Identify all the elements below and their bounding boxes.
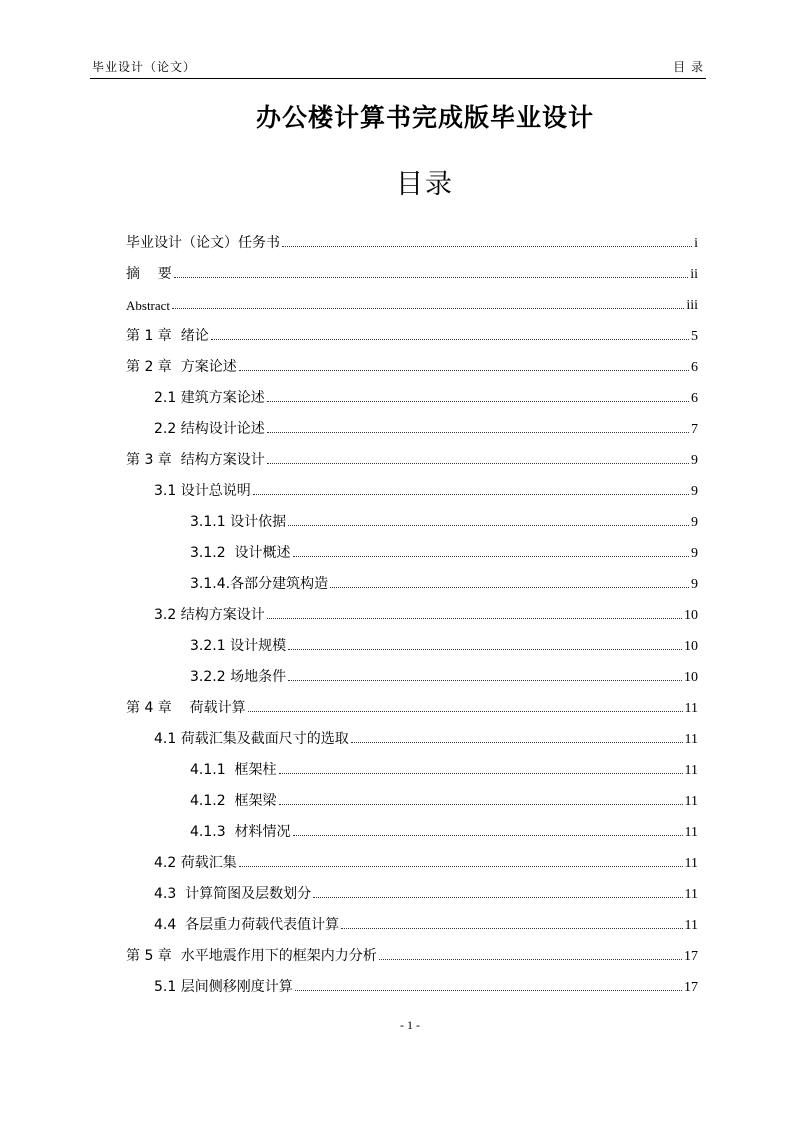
toc-entry[interactable] [126,348,698,379]
toc-entry[interactable] [126,627,698,658]
toc-leader-dots [282,246,692,247]
toc-entry[interactable] [126,689,698,720]
toc-leader-dots [239,866,683,867]
toc-leader-dots [288,680,682,681]
toc-entry-label: 3.2 结构方案设计 [154,607,265,623]
toc-entry-label: 4.4 各层重力荷载代表值计算 [154,917,340,933]
toc-leader-dots [211,339,689,340]
toc-entry-label: 第 5 章 水平地震作用下的框架内力分析 [126,948,377,964]
toc-leader-dots [351,742,683,743]
toc-entry-page: 11 [684,763,698,778]
toc-entry-label: 第 4 章 荷载计算 [126,700,246,716]
toc-entry-page: ii [690,267,698,282]
toc-entry[interactable] [126,596,698,627]
toc-entry-page: 10 [684,608,698,623]
toc-entry[interactable] [126,782,698,813]
toc-leader-dots [267,401,689,402]
toc-entry[interactable] [126,317,698,348]
toc-leader-dots [267,463,689,464]
toc-leader-dots [239,370,689,371]
toc-entry[interactable] [126,224,698,255]
table-of-contents [126,224,698,999]
toc-leader-dots [288,649,682,650]
toc-entry-page: 17 [684,949,698,964]
toc-entry-page: 6 [691,360,698,375]
toc-entry-page: 9 [691,484,698,499]
toc-entry-page: 11 [684,794,698,809]
toc-leader-dots [293,835,683,836]
toc-leader-dots [174,277,688,278]
toc-entry[interactable] [126,286,698,317]
toc-entry[interactable] [126,720,698,751]
toc-entry-label: 摘 要 [126,266,172,282]
toc-entry-label: 3.1.2 设计概述 [190,545,291,561]
toc-entry-label: 第 3 章 结构方案设计 [126,452,265,468]
toc-entry-page: 9 [691,546,698,561]
toc-entry[interactable] [126,503,698,534]
toc-entry[interactable] [126,813,698,844]
toc-entry-page: 11 [684,887,698,902]
toc-entry-page: 11 [684,825,698,840]
toc-entry[interactable] [126,410,698,441]
toc-entry-page: 10 [684,670,698,685]
toc-entry-label: Abstract [126,298,171,313]
toc-entry[interactable] [126,751,698,782]
toc-entry-page: i [694,236,698,251]
toc-entry[interactable] [126,968,698,999]
toc-entry-label: 4.1.3 材料情况 [190,824,291,840]
toc-entry-page: 9 [691,515,698,530]
toc-entry-page: 11 [684,701,698,716]
toc-entry[interactable] [126,875,698,906]
toc-entry-label: 4.2 荷载汇集 [154,855,237,871]
toc-entry-label: 毕业设计（论文）任务书 [126,235,280,251]
toc-entry-page: 11 [684,918,698,933]
toc-leader-dots [341,928,682,929]
toc-entry-label: 4.3 计算简图及层数划分 [154,886,312,902]
toc-heading: 目录 [396,169,454,200]
toc-leader-dots [172,308,684,309]
toc-entry-label: 第 2 章 方案论述 [126,359,237,375]
toc-entry-label: 2.2 结构设计论述 [154,421,265,437]
toc-leader-dots [379,959,682,960]
toc-entry[interactable] [126,379,698,410]
toc-entry-page: 10 [684,639,698,654]
header-left-text: 毕业设计（论文） [92,60,197,74]
toc-entry-label: 3.2.1 设计规模 [190,638,287,654]
toc-leader-dots [248,711,683,712]
toc-entry[interactable] [126,658,698,689]
toc-entry-page: 9 [691,577,698,592]
toc-entry-label: 3.1.1 设计依据 [190,514,287,530]
toc-entry[interactable] [126,565,698,596]
toc-entry-label: 3.1.4.各部分建筑构造 [190,576,329,592]
page-header [90,58,706,79]
toc-leader-dots [295,990,682,991]
toc-leader-dots [267,618,682,619]
toc-entry-label: 第 1 章 绪论 [126,328,209,344]
toc-entry-page: 5 [691,329,698,344]
toc-leader-dots [279,804,683,805]
toc-entry-label: 4.1.1 框架柱 [190,762,277,778]
toc-entry-label: 5.1 层间侧移刚度计算 [154,979,293,995]
toc-entry[interactable] [126,534,698,565]
toc-entry[interactable] [126,441,698,472]
toc-leader-dots [279,773,683,774]
toc-entry-page: 6 [691,391,698,406]
toc-leader-dots [330,587,689,588]
toc-entry-page: 7 [691,422,698,437]
toc-leader-dots [253,494,689,495]
toc-entry[interactable] [126,937,698,968]
toc-entry[interactable] [126,472,698,503]
toc-entry[interactable] [126,906,698,937]
toc-entry-page: 11 [684,856,698,871]
toc-leader-dots [313,897,682,898]
header-right-text: 目 录 [673,60,704,74]
toc-entry[interactable] [126,255,698,286]
toc-entry-page: 17 [684,980,698,995]
toc-entry-label: 4.1 荷载汇集及截面尺寸的选取 [154,731,349,747]
toc-entry-page: 11 [684,732,698,747]
toc-leader-dots [267,432,689,433]
toc-entry-label: 2.1 建筑方案论述 [154,390,265,406]
toc-entry-page: iii [686,298,698,313]
toc-entry[interactable] [126,844,698,875]
toc-leader-dots [288,525,689,526]
toc-entry-label: 3.1 设计总说明 [154,483,251,499]
toc-entry-label: 3.2.2 场地条件 [190,669,287,685]
page-number: - 1 - [400,1018,420,1032]
document-title: 办公楼计算书完成版毕业设计 [255,103,594,132]
toc-entry-page: 9 [691,453,698,468]
toc-leader-dots [293,556,689,557]
toc-entry-label: 4.1.2 框架梁 [190,793,277,809]
